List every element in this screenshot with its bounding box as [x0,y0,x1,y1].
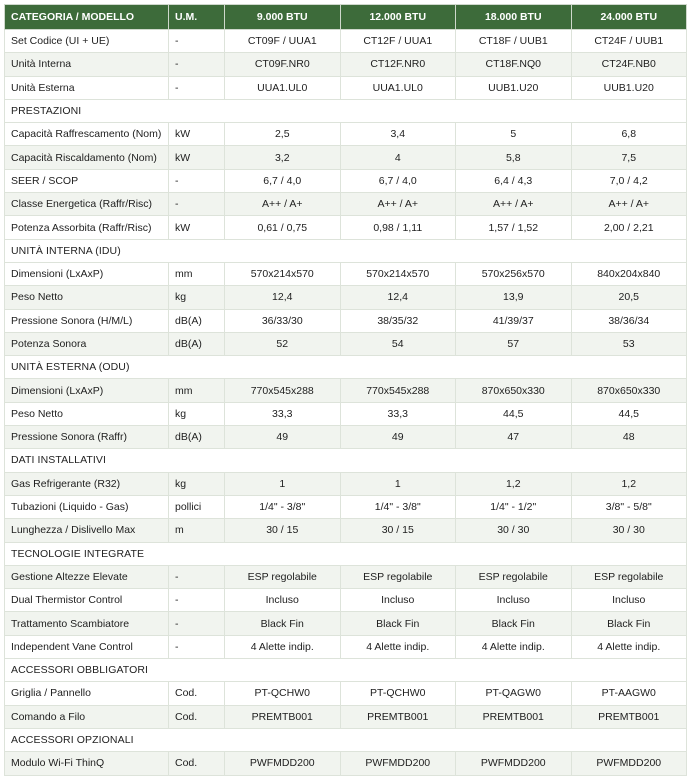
table-row [5,426,687,449]
table-row [5,519,687,542]
row-value: 570x214x570 [340,262,456,285]
row-label: Dual Thermistor Control [5,589,169,612]
row-unit: pollici [169,495,225,518]
row-label: SEER / SCOP [5,169,169,192]
row-unit: Cod. [169,752,225,775]
table-body [5,30,687,776]
row-value: Black Fin [571,612,687,635]
row-value: PT-AAGW0 [571,682,687,705]
row-value: 6,7 / 4,0 [340,169,456,192]
row-value: CT09F / UUA1 [225,30,341,53]
row-unit: Cod. [169,705,225,728]
row-value: 0,98 / 1,11 [340,216,456,239]
section-label: ACCESSORI OBBLIGATORI [5,659,687,682]
row-value: 6,8 [571,123,687,146]
row-value: 870x650x330 [456,379,572,402]
row-label: Dimensioni (LxAxP) [5,262,169,285]
spec-table-container [4,4,686,776]
spec-table [4,4,687,776]
section-label: PRESTAZIONI [5,99,687,122]
row-value: 52 [225,332,341,355]
row-value: 7,0 / 4,2 [571,169,687,192]
row-value: ESP regolabile [571,565,687,588]
table-row [5,169,687,192]
row-value: 4 [340,146,456,169]
row-label: Unità Interna [5,53,169,76]
section-row [5,659,687,682]
table-row [5,379,687,402]
row-value: PREMTB001 [225,705,341,728]
table-row [5,53,687,76]
table-row [5,635,687,658]
row-value: A++ / A+ [225,193,341,216]
row-value: UUA1.UL0 [340,76,456,99]
row-unit: - [169,193,225,216]
row-value: 12,4 [340,286,456,309]
row-unit: mm [169,379,225,402]
row-value: UUA1.UL0 [225,76,341,99]
row-value: 2,00 / 2,21 [571,216,687,239]
row-label: Classe Energetica (Raffr/Risc) [5,193,169,216]
row-unit: kW [169,216,225,239]
row-value: Black Fin [225,612,341,635]
row-unit: kg [169,472,225,495]
row-value: 36/33/30 [225,309,341,332]
table-row [5,146,687,169]
section-row [5,728,687,751]
row-value: 49 [225,426,341,449]
row-value: 54 [340,332,456,355]
row-label: Independent Vane Control [5,635,169,658]
row-value: 1/4" - 3/8" [340,495,456,518]
section-label: DATI INSTALLATIVI [5,449,687,472]
row-unit: dB(A) [169,332,225,355]
row-value: A++ / A+ [571,193,687,216]
row-value: 33,3 [340,402,456,425]
row-unit: - [169,635,225,658]
header-category: CATEGORIA / MODELLO [5,5,169,30]
row-label: Tubazioni (Liquido - Gas) [5,495,169,518]
section-row [5,356,687,379]
row-value: PT-QCHW0 [340,682,456,705]
row-value: 3,4 [340,123,456,146]
row-value: 13,9 [456,286,572,309]
row-value: PWFMDD200 [571,752,687,775]
row-value: PT-QCHW0 [225,682,341,705]
section-label: UNITÀ ESTERNA (ODU) [5,356,687,379]
header-model-24000: 24.000 BTU [571,5,687,30]
row-value: 38/35/32 [340,309,456,332]
row-value: UUB1.U20 [456,76,572,99]
row-unit: - [169,589,225,612]
row-label: Comando a Filo [5,705,169,728]
row-label: Griglia / Pannello [5,682,169,705]
row-unit: Cod. [169,682,225,705]
row-unit: kW [169,123,225,146]
row-value: 47 [456,426,572,449]
row-value: 5,8 [456,146,572,169]
row-value: Incluso [340,589,456,612]
row-value: UUB1.U20 [571,76,687,99]
row-label: Pressione Sonora (Raffr) [5,426,169,449]
row-label: Capacità Riscaldamento (Nom) [5,146,169,169]
row-unit: - [169,53,225,76]
row-value: 20,5 [571,286,687,309]
table-row [5,495,687,518]
row-value: Incluso [571,589,687,612]
table-row [5,216,687,239]
row-value: CT18F.NQ0 [456,53,572,76]
section-label: TECNOLOGIE INTEGRATE [5,542,687,565]
row-value: PWFMDD200 [340,752,456,775]
table-row [5,309,687,332]
row-value: ESP regolabile [225,565,341,588]
row-unit: kg [169,286,225,309]
row-label: Peso Netto [5,286,169,309]
section-row [5,542,687,565]
row-value: Incluso [225,589,341,612]
table-row [5,589,687,612]
row-value: 57 [456,332,572,355]
row-label: Peso Netto [5,402,169,425]
row-label: Gestione Altezze Elevate [5,565,169,588]
row-value: CT12F.NR0 [340,53,456,76]
row-value: 770x545x288 [225,379,341,402]
table-row [5,472,687,495]
row-label: Potenza Assorbita (Raffr/Risc) [5,216,169,239]
row-label: Lunghezza / Dislivello Max [5,519,169,542]
row-value: A++ / A+ [456,193,572,216]
row-unit: dB(A) [169,426,225,449]
row-value: ESP regolabile [340,565,456,588]
row-value: 7,5 [571,146,687,169]
row-value: 570x256x570 [456,262,572,285]
row-value: PWFMDD200 [225,752,341,775]
row-unit: m [169,519,225,542]
row-value: 1,2 [571,472,687,495]
row-value: 44,5 [456,402,572,425]
row-value: PT-QAGW0 [456,682,572,705]
row-value: 49 [340,426,456,449]
table-row [5,123,687,146]
row-value: PREMTB001 [571,705,687,728]
table-row [5,332,687,355]
row-label: Unità Esterna [5,76,169,99]
row-value: 41/39/37 [456,309,572,332]
row-value: 30 / 30 [571,519,687,542]
row-label: Dimensioni (LxAxP) [5,379,169,402]
header-model-12000: 12.000 BTU [340,5,456,30]
row-value: 6,7 / 4,0 [225,169,341,192]
row-value: 4 Alette indip. [456,635,572,658]
row-value: 6,4 / 4,3 [456,169,572,192]
row-unit: kg [169,402,225,425]
row-value: 570x214x570 [225,262,341,285]
row-value: PREMTB001 [340,705,456,728]
row-value: CT12F / UUA1 [340,30,456,53]
table-row [5,262,687,285]
row-value: 1,57 / 1,52 [456,216,572,239]
row-value: CT24F / UUB1 [571,30,687,53]
row-label: Capacità Raffrescamento (Nom) [5,123,169,146]
row-unit: - [169,76,225,99]
row-value: 4 Alette indip. [225,635,341,658]
row-label: Gas Refrigerante (R32) [5,472,169,495]
row-value: CT24F.NB0 [571,53,687,76]
row-value: 1/4" - 1/2" [456,495,572,518]
row-unit: - [169,612,225,635]
row-value: Black Fin [340,612,456,635]
row-value: 3/8" - 5/8" [571,495,687,518]
row-value: 33,3 [225,402,341,425]
table-row [5,76,687,99]
row-value: 30 / 15 [340,519,456,542]
table-header [5,5,687,30]
row-value: 3,2 [225,146,341,169]
row-value: 48 [571,426,687,449]
row-value: 1,2 [456,472,572,495]
section-label: UNITÀ INTERNA (IDU) [5,239,687,262]
row-value: 5 [456,123,572,146]
row-value: 1/4" - 3/8" [225,495,341,518]
row-unit: mm [169,262,225,285]
header-model-18000: 18.000 BTU [456,5,572,30]
row-value: 1 [225,472,341,495]
header-um: U.M. [169,5,225,30]
row-value: PWFMDD200 [456,752,572,775]
row-value: ESP regolabile [456,565,572,588]
row-value: Black Fin [456,612,572,635]
row-value: CT18F / UUB1 [456,30,572,53]
table-row [5,286,687,309]
table-row [5,30,687,53]
table-row [5,193,687,216]
section-row [5,239,687,262]
row-value: 12,4 [225,286,341,309]
row-value: 1 [340,472,456,495]
row-label: Modulo Wi-Fi ThinQ [5,752,169,775]
row-label: Set Codice (UI + UE) [5,30,169,53]
row-value: 4 Alette indip. [340,635,456,658]
row-value: 53 [571,332,687,355]
row-value: 30 / 30 [456,519,572,542]
row-unit: - [169,30,225,53]
section-row [5,99,687,122]
row-label: Trattamento Scambiatore [5,612,169,635]
row-value: 2,5 [225,123,341,146]
row-value: 4 Alette indip. [571,635,687,658]
row-value: 870x650x330 [571,379,687,402]
table-row [5,612,687,635]
row-value: 840x204x840 [571,262,687,285]
row-unit: kW [169,146,225,169]
row-value: 30 / 15 [225,519,341,542]
row-value: 0,61 / 0,75 [225,216,341,239]
table-row [5,402,687,425]
row-value: A++ / A+ [340,193,456,216]
table-row [5,682,687,705]
section-label: ACCESSORI OPZIONALI [5,728,687,751]
header-row [5,5,687,30]
row-unit: - [169,565,225,588]
row-value: 44,5 [571,402,687,425]
section-row [5,449,687,472]
row-value: 770x545x288 [340,379,456,402]
header-model-9000: 9.000 BTU [225,5,341,30]
row-label: Pressione Sonora (H/M/L) [5,309,169,332]
row-unit: dB(A) [169,309,225,332]
row-unit: - [169,169,225,192]
row-value: Incluso [456,589,572,612]
table-row [5,565,687,588]
row-label: Potenza Sonora [5,332,169,355]
row-value: PREMTB001 [456,705,572,728]
row-value: CT09F.NR0 [225,53,341,76]
table-row [5,705,687,728]
table-row [5,752,687,775]
row-value: 38/36/34 [571,309,687,332]
